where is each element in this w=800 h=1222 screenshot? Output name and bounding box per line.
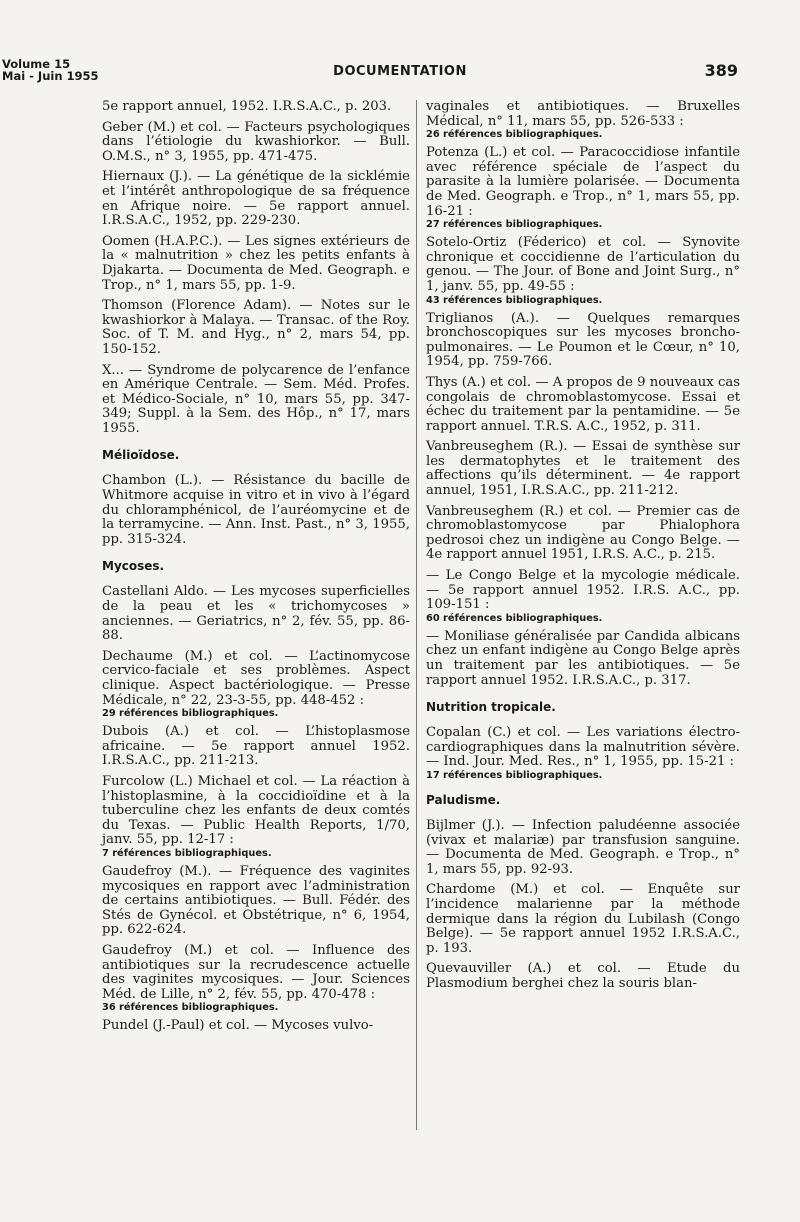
entry-text: Triglianos (A.). — Quelques remarques bronchoscopiques sur les mycoses broncho-pulmonaires. — Le Poumon et le Cœur, n° 10, 1954, pp. 759-766. bbox=[426, 310, 740, 370]
entry-text: Dubois (A.) et col. — L’histoplasmose africaine. — 5e rapport annuel 1952. I.R.S.A.C., pp. 211-213. bbox=[102, 724, 410, 769]
left-column bbox=[102, 100, 410, 1040]
bibliography-entry bbox=[426, 312, 740, 370]
section-heading: Paludisme. bbox=[426, 792, 501, 807]
reference-count: 36 références bibliographiques. bbox=[102, 1002, 279, 1014]
entry-text: Bijlmer (J.). — Infection paludéenne associée (vivax et malariæ) par transfusion sanguine. — Documenta de Med. Geograph. e Trop., n° 1, mars 55, pp. 92-93. bbox=[426, 817, 740, 877]
entry-text: Chambon (L.). — Résistance du bacille de Whitmore acquise in vitro et in vivo à l’égard du chloramphénicol, de l’auréomycine et de la terramycine. — Ann. Inst. Past., n° 3, 1955, pp. 315-324. bbox=[102, 473, 410, 547]
bibliography-entry bbox=[426, 819, 740, 877]
entry-text: Oomen (H.A.P.C.). — Les signes extérieurs de la « malnutrition » chez les petits enfants à Djakarta. — Documenta de Med. Geograph. e Trop., n° 1, mars 55, pp. 1-9. bbox=[102, 233, 410, 293]
entry-text: Vanbreuseghem (R.) et col. — Premier cas de chromoblastomycose par Phialophora pedrosoi chez un indigène au Congo Belge. — 4e rapport annuel 1951, I.R.S. A.C., p. 215. bbox=[426, 503, 740, 563]
section-heading: Mycoses. bbox=[102, 559, 165, 574]
reference-count: 29 références bibliographiques. bbox=[102, 708, 279, 720]
bibliography-entry bbox=[102, 775, 410, 859]
bibliography-entry bbox=[102, 585, 410, 643]
section-heading: Mélioïdose. bbox=[102, 448, 180, 463]
running-title: DOCUMENTATION bbox=[333, 64, 467, 79]
bibliography-entry bbox=[426, 440, 740, 498]
bibliography-entry bbox=[426, 505, 740, 563]
entry-text: Pundel (J.-Paul) et col. — Mycoses vulvo- bbox=[102, 1018, 374, 1034]
bibliography-entry bbox=[426, 100, 740, 140]
bibliography-entry bbox=[426, 883, 740, 956]
bibliography-entry bbox=[102, 170, 410, 228]
entry-text: X... — Syndrome de polycarence de l’enfance en Amérique Centrale. — Sem. Méd. Profes. et Médico-Sociale, n° 10, mars 55, pp. 347-349; Suppl. à la Sem. des Hôp., n° 17, mars 1955. bbox=[102, 362, 410, 436]
reference-count: 27 références bibliographiques. bbox=[426, 219, 603, 231]
bibliography-entry bbox=[426, 569, 740, 624]
volume-number: Volume 15 bbox=[2, 57, 71, 71]
entry-text: vaginales et antibiotiques. — Bruxelles Médical, n° 11, mars 55, pp. 526-533 : bbox=[426, 99, 740, 129]
reference-count: 26 références bibliographiques. bbox=[426, 129, 603, 141]
bibliography-entry bbox=[426, 726, 740, 781]
reference-count: 17 références bibliographiques. bbox=[426, 769, 603, 781]
entry-text: Thys (A.) et col. — A propos de 9 nouveaux cas congolais de chromoblastomycose. Essai et échec du traitement par la pentamidine. — 5e rapport annuel. T.R.S. A.C., 1952, p. 311. bbox=[426, 374, 740, 434]
issue-date: Mai - Juin 1955 bbox=[2, 69, 99, 83]
entry-text: Castellani Aldo. — Les mycoses superficielles de la peau et les « trichomycoses » anciennes. — Geriatrics, n° 2, fév. 55, pp. 86-88. bbox=[102, 584, 410, 644]
entry-text: Furcolow (L.) Michael et col. — La réaction à l’histoplasmine, à la coccidioïdine et à la tuberculine chez les enfants de deux comtés du Texas. — Public Health Reports, 1/70, janv. 55, pp. 12-17 : bbox=[102, 773, 410, 848]
reference-count: 43 références bibliographiques. bbox=[426, 294, 603, 306]
bibliography-entry bbox=[102, 235, 410, 293]
bibliography-entry bbox=[426, 146, 740, 230]
bibliography-entry bbox=[102, 865, 410, 938]
entry-text: Geber (M.) et col. — Facteurs psychologiques dans l’étiologie du kwashiorkor. — Bull. O.M.S., n° 3, 1955, pp. 471-475. bbox=[102, 119, 410, 164]
bibliography-entry bbox=[426, 630, 740, 688]
entry-text: 5e rapport annuel, 1952. I.R.S.A.C., p. 203. bbox=[102, 99, 392, 114]
bibliography-entry bbox=[426, 962, 740, 991]
bibliography-entry bbox=[102, 299, 410, 357]
entry-text: Hiernaux (J.). — La génétique de la sicklémie et l’intérêt anthropologique de sa fréquence en Afrique noire. — 5e rapport annuel. I.R.S.A.C., 1952, pp. 229-230. bbox=[102, 169, 410, 229]
entry-text: Sotelo-Ortiz (Féderico) et col. — Synovite chronique et coccidienne de l’articulation du genou. — The Jour. of Bone and Joint Surg., n° 1, janv. 55, pp. 49-55 : bbox=[426, 235, 740, 294]
column-divider bbox=[416, 100, 417, 1130]
right-column bbox=[426, 100, 740, 998]
entry-text: — Moniliase généralisée par Candida albicans chez un enfant indigène au Congo Belge après un traitement par les antibiotiques. — 5e rapport annuel 1952. I.R.S.A.C., p. 317. bbox=[426, 628, 740, 688]
reference-count: 60 références bibliographiques. bbox=[426, 612, 603, 624]
bibliography-entry bbox=[102, 121, 410, 165]
entry-text: Vanbreuseghem (R.). — Essai de synthèse sur les dermatophytes et le traitement des affections qu’ils déterminent. — 4e rapport annuel, 1951, I.R.S.A.C., pp. 211-212. bbox=[426, 439, 740, 499]
entry-text: Gaudefroy (M.). — Fréquence des vaginites mycosiques en rapport avec l’administration de certains antibiotiques. — Bull. Fédér. des Stés de Gynécol. et Obstétrique, n° 6, 1954, pp. 622-624. bbox=[102, 863, 410, 938]
bibliography-entry bbox=[102, 474, 410, 547]
entry-text: Potenza (L.) et col. — Paracoccidiose infantile avec référence spéciale de l’aspect du parasite à la lumière polarisée. — Documenta de Med. Geograph. e Trop., n° 1, mars 55, pp. 16-21 : bbox=[426, 145, 740, 219]
bibliography-entry bbox=[102, 944, 410, 1013]
page-header bbox=[0, 58, 800, 88]
entry-text: Dechaume (M.) et col. — L’actinomycose cervico-faciale et ses problèmes. Aspect clinique. Aspect bactériologique. — Presse Médicale, n° 22, 23-3-55, pp. 448-452 : bbox=[102, 648, 410, 708]
entry-text: Thomson (Florence Adam). — Notes sur le kwashiorkor à Malaya. — Transac. of the Roy. Soc. of T. M. and Hyg., n° 2, mars 54, pp. 150-152. bbox=[102, 298, 410, 357]
bibliography-entry bbox=[102, 650, 410, 719]
entry-text: Copalan (C.) et col. — Les variations électro-cardiographiques dans la malnutrition sévère. — Ind. Jour. Med. Res., n° 1, 1955, pp. 15-21 : bbox=[426, 725, 740, 770]
bibliography-entry bbox=[426, 376, 740, 434]
page-number: 389 bbox=[704, 61, 738, 80]
entry-text: Quevauviller (A.) et col. — Etude du Plasmodium berghei chez la souris blan- bbox=[426, 961, 740, 991]
reference-count: 7 références bibliographiques. bbox=[102, 847, 272, 859]
bibliography-entry bbox=[102, 364, 410, 437]
entry-text: — Le Congo Belge et la mycologie médicale. — 5e rapport annuel 1952. I.R.S. A.C., pp. 109-151 : bbox=[426, 568, 740, 613]
bibliography-entry bbox=[426, 236, 740, 305]
bibliography-entry bbox=[102, 725, 410, 769]
section-heading: Nutrition tropicale. bbox=[426, 700, 556, 715]
bibliography-entry bbox=[102, 1019, 410, 1034]
entry-text: Gaudefroy (M.) et col. — Influence des antibiotiques sur la recrudescence actuelle des vaginites mycosiques. — Jour. Sciences Méd. de Lille, n° 2, fév. 55, pp. 470-478 : bbox=[102, 942, 410, 1002]
bibliography-entry bbox=[102, 100, 410, 115]
entry-text: Chardome (M.) et col. — Enquête sur l’incidence malarienne par la méthode dermique dans la région du Lubilash (Congo Belge). — 5e rapport annuel 1952 I.R.S.A.C., p. 193. bbox=[426, 882, 740, 956]
